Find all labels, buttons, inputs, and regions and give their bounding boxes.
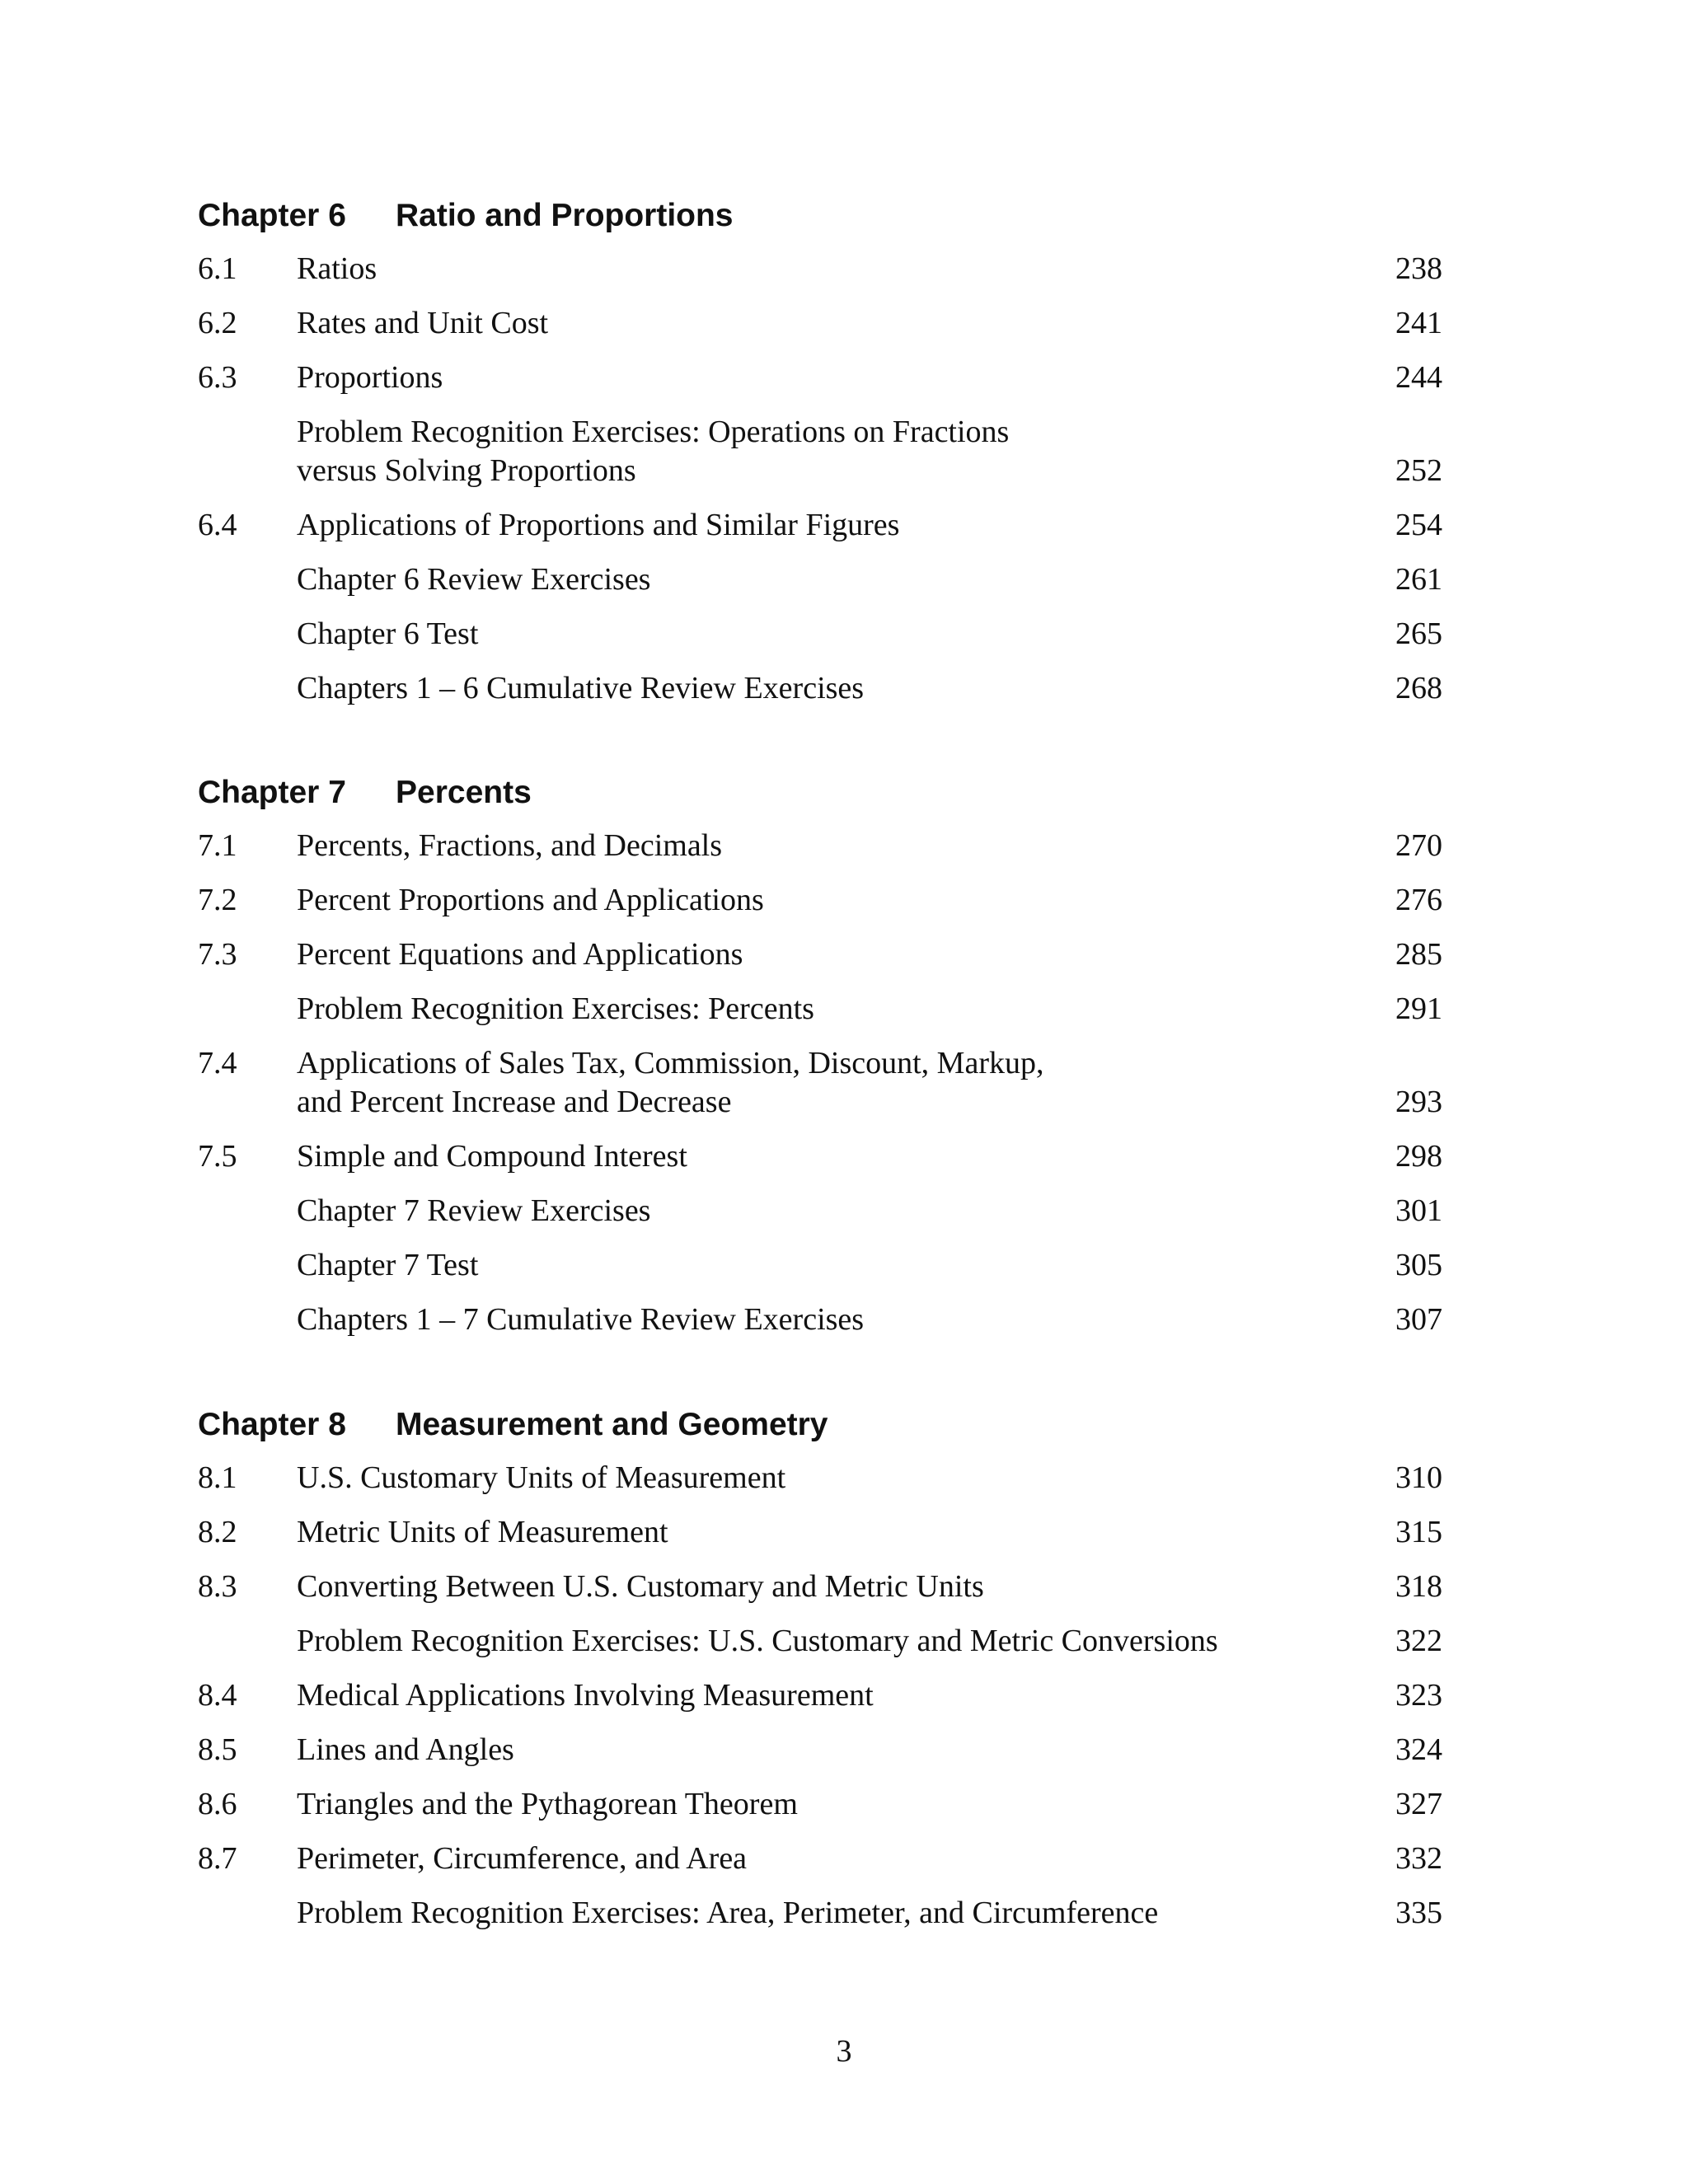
section-title: Converting Between U.S. Customary and Metric Units: [297, 1569, 984, 1604]
chapter-title: Percents: [396, 775, 532, 810]
section-title: Chapter 6 Review Exercises: [297, 562, 651, 597]
toc-entry[interactable]: [198, 607, 1442, 662]
section-title: Percent Equations and Applications: [297, 937, 743, 972]
section-title: Chapter 7 Test: [297, 1248, 479, 1282]
page-ref: 252: [1395, 453, 1442, 488]
section-title: Applications of Proportions and Similar Figures: [297, 508, 900, 542]
toc-entry[interactable]: [198, 499, 1442, 553]
section-title: Ratios: [297, 251, 377, 286]
section-number: 7.2: [198, 883, 237, 917]
section-title: Triangles and the Pythagorean Theorem: [297, 1787, 798, 1821]
page-ref: 298: [1395, 1139, 1442, 1174]
toc-entry[interactable]: [198, 1506, 1442, 1560]
page-ref: 261: [1395, 562, 1442, 597]
chapter-number: Chapter 6: [198, 198, 346, 233]
page-ref: 327: [1395, 1787, 1442, 1821]
page-number: 3: [836, 2034, 852, 2069]
toc-entry[interactable]: [198, 1832, 1442, 1886]
chapter-7-section: [198, 766, 1442, 1347]
toc-entry[interactable]: [198, 819, 1442, 874]
section-number: 8.4: [198, 1678, 237, 1713]
page-ref: 241: [1395, 306, 1442, 340]
section-title: Problem Recognition Exercises: U.S. Customary and Metric Conversions: [297, 1624, 1218, 1658]
page-ref: 270: [1395, 828, 1442, 863]
page-ref: 307: [1395, 1302, 1442, 1337]
toc-entry[interactable]: [198, 297, 1442, 351]
page-ref: 318: [1395, 1569, 1442, 1604]
page-ref: 276: [1395, 883, 1442, 917]
page-ref: 335: [1395, 1896, 1442, 1930]
chapter-6-section: [198, 190, 1442, 716]
toc-entry[interactable]: [198, 1723, 1442, 1778]
section-title: Simple and Compound Interest: [297, 1139, 687, 1174]
toc-entry[interactable]: [198, 1130, 1442, 1184]
chapter-title: Measurement and Geometry: [396, 1407, 828, 1442]
section-title: Chapter 7 Review Exercises: [297, 1193, 651, 1228]
toc-entry[interactable]: [198, 874, 1442, 928]
section-title: Chapters 1 – 6 Cumulative Review Exercises: [297, 671, 865, 705]
section-number: 8.3: [198, 1569, 237, 1604]
toc-entry[interactable]: [198, 1778, 1442, 1832]
section-title: U.S. Customary Units of Measurement: [297, 1460, 786, 1495]
chapter-8-section: [198, 1399, 1442, 1941]
section-number: 8.2: [198, 1515, 237, 1549]
section-number: 8.5: [198, 1732, 237, 1767]
section-number: 7.3: [198, 937, 237, 972]
page-ref: 315: [1395, 1515, 1442, 1549]
section-number: 8.7: [198, 1841, 237, 1876]
section-title: Lines and Angles: [297, 1732, 514, 1767]
section-title: Chapter 6 Test: [297, 616, 479, 651]
section-number: 7.4: [198, 1046, 237, 1080]
section-number: 6.2: [198, 306, 237, 340]
page-ref: 332: [1395, 1841, 1442, 1876]
section-number: 8.6: [198, 1787, 237, 1821]
section-number: 7.5: [198, 1139, 237, 1174]
page-ref: 268: [1395, 671, 1442, 705]
section-title: Applications of Sales Tax, Commission, Discount, Markup, and Percent Increase and Decrease: [297, 1046, 1044, 1119]
section-title: Chapters 1 – 7 Cumulative Review Exercises: [297, 1302, 865, 1337]
section-title: Metric Units of Measurement: [297, 1515, 668, 1549]
chapter-heading: [198, 1399, 1442, 1451]
page-ref: 265: [1395, 616, 1442, 651]
section-number: 6.4: [198, 508, 237, 542]
section-title: Proportions: [297, 360, 443, 395]
section-number: 6.1: [198, 251, 237, 286]
toc-entry[interactable]: [198, 662, 1442, 716]
section-title: Problem Recognition Exercises: Operations on Fractions versus Solving Proportions: [297, 415, 1010, 488]
page-ref: 293: [1395, 1085, 1442, 1119]
page-ref: 310: [1395, 1460, 1442, 1495]
section-number: 8.1: [198, 1460, 237, 1495]
chapter-number: Chapter 8: [198, 1407, 346, 1442]
section-number: 6.3: [198, 360, 237, 395]
toc-entry[interactable]: [198, 1451, 1442, 1506]
toc-entry[interactable]: [198, 1239, 1442, 1293]
toc-entry[interactable]: [198, 982, 1442, 1037]
page-ref: 238: [1395, 251, 1442, 286]
toc-entry[interactable]: [198, 1560, 1442, 1615]
toc-entry[interactable]: [198, 553, 1442, 607]
page-ref: 291: [1395, 991, 1442, 1026]
chapter-heading: [198, 190, 1442, 242]
section-title: Problem Recognition Exercises: Percents: [297, 991, 814, 1026]
section-title: Rates and Unit Cost: [297, 306, 549, 340]
chapter-title: Ratio and Proportions: [396, 198, 734, 233]
page-ref: 254: [1395, 508, 1442, 542]
section-title: Perimeter, Circumference, and Area: [297, 1841, 748, 1876]
page-ref: 244: [1395, 360, 1442, 395]
toc-entry[interactable]: [198, 1184, 1442, 1239]
toc-entry[interactable]: [198, 1886, 1442, 1941]
page-ref: 305: [1395, 1248, 1442, 1282]
toc-entry[interactable]: [198, 1669, 1442, 1723]
toc-entry[interactable]: [198, 405, 1442, 499]
section-title: Percent Proportions and Applications: [297, 883, 764, 917]
page-ref: 285: [1395, 937, 1442, 972]
toc-entry[interactable]: [198, 351, 1442, 405]
section-title: Problem Recognition Exercises: Area, Perimeter, and Circumference: [297, 1896, 1159, 1930]
section-number: 7.1: [198, 828, 237, 863]
chapter-heading: [198, 766, 1442, 819]
page-ref: 301: [1395, 1193, 1442, 1228]
toc-entry[interactable]: [198, 242, 1442, 297]
toc-entry[interactable]: [198, 928, 1442, 982]
toc-entry[interactable]: [198, 1037, 1442, 1130]
toc-entry[interactable]: [198, 1615, 1442, 1669]
page-ref: 322: [1395, 1624, 1442, 1658]
page-ref: 323: [1395, 1678, 1442, 1713]
page-ref: 324: [1395, 1732, 1442, 1767]
chapter-number: Chapter 7: [198, 775, 346, 810]
section-title: Medical Applications Involving Measurement: [297, 1678, 874, 1713]
section-title: Percents, Fractions, and Decimals: [297, 828, 723, 863]
toc-entry[interactable]: [198, 1293, 1442, 1347]
